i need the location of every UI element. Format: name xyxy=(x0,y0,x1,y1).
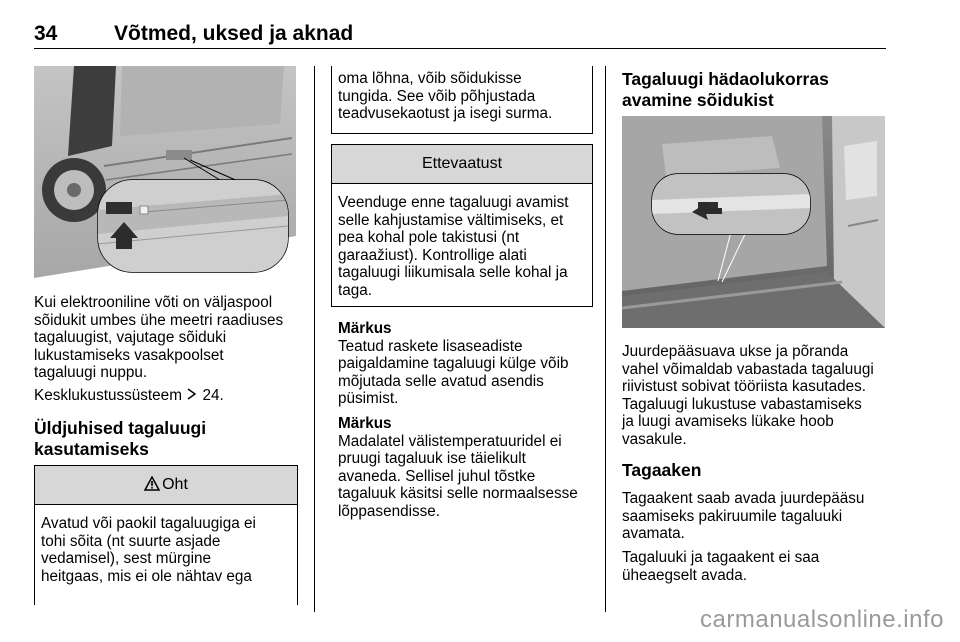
caution-body xyxy=(332,184,592,300)
text-line: Veenduge enne tagaluugi avamist xyxy=(338,194,569,211)
danger-title: Oht xyxy=(162,476,188,493)
text-line: riivistust sobivat tööriista kasutades. xyxy=(622,378,867,396)
warning-triangle-icon xyxy=(144,468,160,506)
note-heavy-accessories xyxy=(338,320,600,408)
text-line: lõppasendisse. xyxy=(338,502,441,520)
paragraph-rear-window xyxy=(622,490,892,543)
text-line: tagaluuk käsitsi selle normaalsesse xyxy=(338,485,578,503)
text-line: heitgaas, mis ei ole nähtav ega xyxy=(41,567,252,585)
text-line: selle kahjustamise vältimiseks, et xyxy=(338,211,564,229)
caution-box xyxy=(331,144,593,307)
text-line: paigaldamine tagaluugi külge võib xyxy=(338,355,569,373)
text-line: Tagaluugi lukustuse vabastamiseks xyxy=(622,395,862,413)
column-divider-1 xyxy=(314,66,315,612)
heading-line: kasutamiseks xyxy=(34,439,149,459)
danger-body xyxy=(35,505,297,585)
caution-title: Ettevaatust xyxy=(421,155,503,172)
danger-continued-body xyxy=(332,66,592,123)
text-line: vasakule. xyxy=(622,430,687,448)
section-heading-rear-window: Tagaaken xyxy=(622,460,702,480)
column-divider-2 xyxy=(605,66,606,612)
paragraph-emergency-release xyxy=(622,343,892,449)
text-line: oma lõhna, võib sõidukisse xyxy=(338,70,522,87)
text-line: püsimist. xyxy=(338,390,399,408)
danger-box-header xyxy=(35,466,297,505)
text-line: teadvusekaotust ja isegi surma. xyxy=(338,105,553,123)
text-line: sõidukit umbes ühe meetri raadiuses xyxy=(34,311,284,329)
text-line: avaneda. Sellisel juhul tõstke xyxy=(338,467,536,485)
chapter-title: Võtmed, uksed ja aknad xyxy=(114,22,354,45)
text-line: tungida. See võib põhjustada xyxy=(338,87,536,105)
text-line: Tagaakent saab avada juurdepääsu xyxy=(622,490,865,507)
text-line: pea kohal pole takistusi (nt xyxy=(338,229,520,247)
text-line: taga. xyxy=(338,281,373,299)
text-line: Madalatel välistemperatuuridel ei xyxy=(338,432,562,450)
page-header xyxy=(34,18,886,49)
text-line: vahel võimaldab vabastada tagaluugi xyxy=(622,360,874,378)
reference-text: Kesklukustussüsteem xyxy=(34,387,182,404)
heading-line: Üldjuhised tagaluugi xyxy=(34,418,207,438)
danger-box-continued xyxy=(331,66,593,134)
emergency-release-illustration xyxy=(622,116,885,328)
text-line: tagaluugist, vajutage sõiduki xyxy=(34,329,227,347)
note-title: Märkus xyxy=(338,320,392,337)
reference-page: 24. xyxy=(202,387,224,404)
note-low-temperature xyxy=(338,415,600,521)
text-line: tohi sõita (nt suurte asjade xyxy=(41,532,221,550)
watermark: carmanualsonline.info xyxy=(700,606,944,633)
text-line: Teatud raskete lisaseadiste xyxy=(338,337,523,355)
paragraph-remote-open xyxy=(34,294,306,382)
text-line: lukustamiseks vasakpoolset xyxy=(34,346,224,364)
paragraph-not-simultaneous xyxy=(622,549,892,584)
text-line: garaažiust). Kontrollige alati xyxy=(338,246,527,264)
section-heading-emergency xyxy=(622,69,892,111)
text-line: Avatud või paokil tagaluugiga ei xyxy=(41,515,256,532)
note-title: Märkus xyxy=(338,415,392,432)
section-heading-general xyxy=(34,418,306,460)
text-line: ja luugi avamiseks lükake hoob xyxy=(622,413,834,431)
heading-line: avamine sõidukist xyxy=(622,90,774,110)
tailgate-button-illustration xyxy=(34,66,296,278)
heading-line: Tagaluugi hädaolukorras xyxy=(622,69,829,89)
arrow-ref-icon xyxy=(186,387,198,405)
text-line: tagaluugi nuppu. xyxy=(34,364,148,382)
page-number: 34 xyxy=(34,22,58,45)
text-line: Tagaluuki ja tagaakent ei saa xyxy=(622,549,820,566)
text-line: tagaluugi liikumisala selle kohal ja xyxy=(338,264,568,282)
text-line: avamata. xyxy=(622,525,685,543)
paragraph-central-locking-ref xyxy=(34,387,306,405)
text-line: Juurdepääsuava ukse ja põranda xyxy=(622,343,849,360)
text-line: üheaegselt avada. xyxy=(622,566,748,584)
text-line: pruugi tagaluuk ise täielikult xyxy=(338,450,526,468)
text-line: vedamisel), sest mürgine xyxy=(41,550,212,568)
text-line: Kui elektrooniline võti on väljaspool xyxy=(34,294,273,311)
text-line: saamiseks pakiruumile tagaluuki xyxy=(622,507,843,525)
caution-box-header xyxy=(332,145,592,184)
danger-box xyxy=(34,465,298,605)
text-line: mõjutada selle avatud asendis xyxy=(338,372,544,390)
